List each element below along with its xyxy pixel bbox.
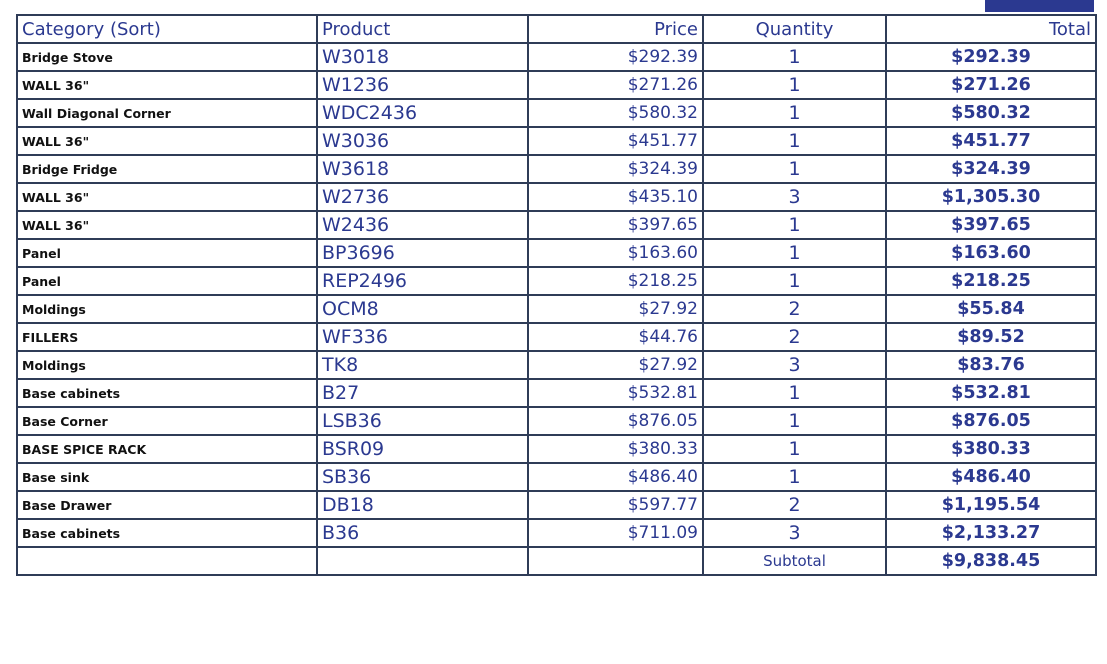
cell-price: $451.77 (528, 127, 703, 155)
subtotal-label: Subtotal (703, 547, 886, 575)
table-row (17, 519, 1096, 547)
cell-product: WDC2436 (317, 99, 528, 127)
table-row (17, 155, 1096, 183)
cell-category: Base cabinets (17, 519, 317, 547)
cell-total: $380.33 (886, 435, 1096, 463)
cell-category: WALL 36" (17, 127, 317, 155)
cell-quantity: 1 (703, 379, 886, 407)
table-row (17, 183, 1096, 211)
cell-quantity: 1 (703, 155, 886, 183)
cell-product: B27 (317, 379, 528, 407)
cell-product: W1236 (317, 71, 528, 99)
cell-total: $451.77 (886, 127, 1096, 155)
table-row (17, 407, 1096, 435)
table-row (17, 211, 1096, 239)
cell-category: Bridge Fridge (17, 155, 317, 183)
cell-quantity: 1 (703, 267, 886, 295)
cell-product: B36 (317, 519, 528, 547)
header-price: Price (528, 15, 703, 43)
cell-quantity: 2 (703, 295, 886, 323)
cell-category: BASE SPICE RACK (17, 435, 317, 463)
cell-category: Base sink (17, 463, 317, 491)
cell-price: $324.39 (528, 155, 703, 183)
cell-total: $1,195.54 (886, 491, 1096, 519)
cell-quantity: 1 (703, 407, 886, 435)
table-row (17, 323, 1096, 351)
cell-product: REP2496 (317, 267, 528, 295)
subtotal-value: $9,838.45 (886, 547, 1096, 575)
cell-total: $1,305.30 (886, 183, 1096, 211)
cell-quantity: 2 (703, 323, 886, 351)
table-row (17, 43, 1096, 71)
cell-price: $27.92 (528, 295, 703, 323)
cell-price: $532.81 (528, 379, 703, 407)
cell-category: Base Corner (17, 407, 317, 435)
cell-category: Panel (17, 267, 317, 295)
header-row (17, 15, 1096, 43)
cell-category: WALL 36" (17, 211, 317, 239)
cell-product: LSB36 (317, 407, 528, 435)
cell-quantity: 3 (703, 519, 886, 547)
cell-category: Moldings (17, 351, 317, 379)
table-row (17, 491, 1096, 519)
table-row (17, 463, 1096, 491)
cell-product: W3018 (317, 43, 528, 71)
table-row (17, 99, 1096, 127)
cell-total: $397.65 (886, 211, 1096, 239)
cell-total: $218.25 (886, 267, 1096, 295)
table-row (17, 379, 1096, 407)
subtotal-empty-cell (17, 547, 317, 575)
header-quantity: Quantity (703, 15, 886, 43)
cell-price: $397.65 (528, 211, 703, 239)
cell-price: $380.33 (528, 435, 703, 463)
cell-category: WALL 36" (17, 183, 317, 211)
cell-price: $44.76 (528, 323, 703, 351)
cell-category: Base cabinets (17, 379, 317, 407)
table-row (17, 239, 1096, 267)
cell-total: $89.52 (886, 323, 1096, 351)
cell-category: Base Drawer (17, 491, 317, 519)
subtotal-row (17, 547, 1096, 575)
cell-price: $218.25 (528, 267, 703, 295)
cell-total: $83.76 (886, 351, 1096, 379)
header-total: Total (886, 15, 1096, 43)
cell-product: W2436 (317, 211, 528, 239)
cell-quantity: 1 (703, 211, 886, 239)
cell-total: $55.84 (886, 295, 1096, 323)
cell-price: $292.39 (528, 43, 703, 71)
cell-quantity: 3 (703, 183, 886, 211)
cell-quantity: 1 (703, 71, 886, 99)
cell-price: $271.26 (528, 71, 703, 99)
cell-category: WALL 36" (17, 71, 317, 99)
table-row (17, 127, 1096, 155)
table-row (17, 295, 1096, 323)
cell-product: W3036 (317, 127, 528, 155)
table-row (17, 267, 1096, 295)
table-body (17, 43, 1096, 547)
cell-category: FILLERS (17, 323, 317, 351)
cell-quantity: 3 (703, 351, 886, 379)
cell-price: $27.92 (528, 351, 703, 379)
cell-quantity: 1 (703, 463, 886, 491)
cell-product: WF336 (317, 323, 528, 351)
cell-quantity: 2 (703, 491, 886, 519)
subtotal-empty-cell (317, 547, 528, 575)
cell-price: $711.09 (528, 519, 703, 547)
cell-product: BP3696 (317, 239, 528, 267)
order-table (16, 14, 1097, 576)
cell-price: $876.05 (528, 407, 703, 435)
cell-quantity: 1 (703, 99, 886, 127)
cell-category: Panel (17, 239, 317, 267)
top-tab-bar (985, 0, 1094, 12)
cell-product: TK8 (317, 351, 528, 379)
cell-product: SB36 (317, 463, 528, 491)
subtotal-empty-cell (528, 547, 703, 575)
header-category[interactable]: Category (Sort) (17, 15, 317, 43)
cell-product: BSR09 (317, 435, 528, 463)
cell-total: $2,133.27 (886, 519, 1096, 547)
cell-category: Moldings (17, 295, 317, 323)
cell-total: $876.05 (886, 407, 1096, 435)
cell-total: $580.32 (886, 99, 1096, 127)
cell-quantity: 1 (703, 43, 886, 71)
cell-price: $580.32 (528, 99, 703, 127)
cell-total: $486.40 (886, 463, 1096, 491)
cell-quantity: 1 (703, 239, 886, 267)
cell-total: $271.26 (886, 71, 1096, 99)
header-product: Product (317, 15, 528, 43)
cell-price: $163.60 (528, 239, 703, 267)
cell-total: $163.60 (886, 239, 1096, 267)
cell-total: $532.81 (886, 379, 1096, 407)
cell-category: Bridge Stove (17, 43, 317, 71)
cell-total: $324.39 (886, 155, 1096, 183)
cell-category: Wall Diagonal Corner (17, 99, 317, 127)
cell-product: W3618 (317, 155, 528, 183)
cell-quantity: 1 (703, 127, 886, 155)
cell-product: OCM8 (317, 295, 528, 323)
cell-product: W2736 (317, 183, 528, 211)
cell-total: $292.39 (886, 43, 1096, 71)
cell-product: DB18 (317, 491, 528, 519)
cell-price: $486.40 (528, 463, 703, 491)
table-row (17, 71, 1096, 99)
cell-price: $435.10 (528, 183, 703, 211)
table-row (17, 351, 1096, 379)
table-row (17, 435, 1096, 463)
cell-quantity: 1 (703, 435, 886, 463)
cell-price: $597.77 (528, 491, 703, 519)
